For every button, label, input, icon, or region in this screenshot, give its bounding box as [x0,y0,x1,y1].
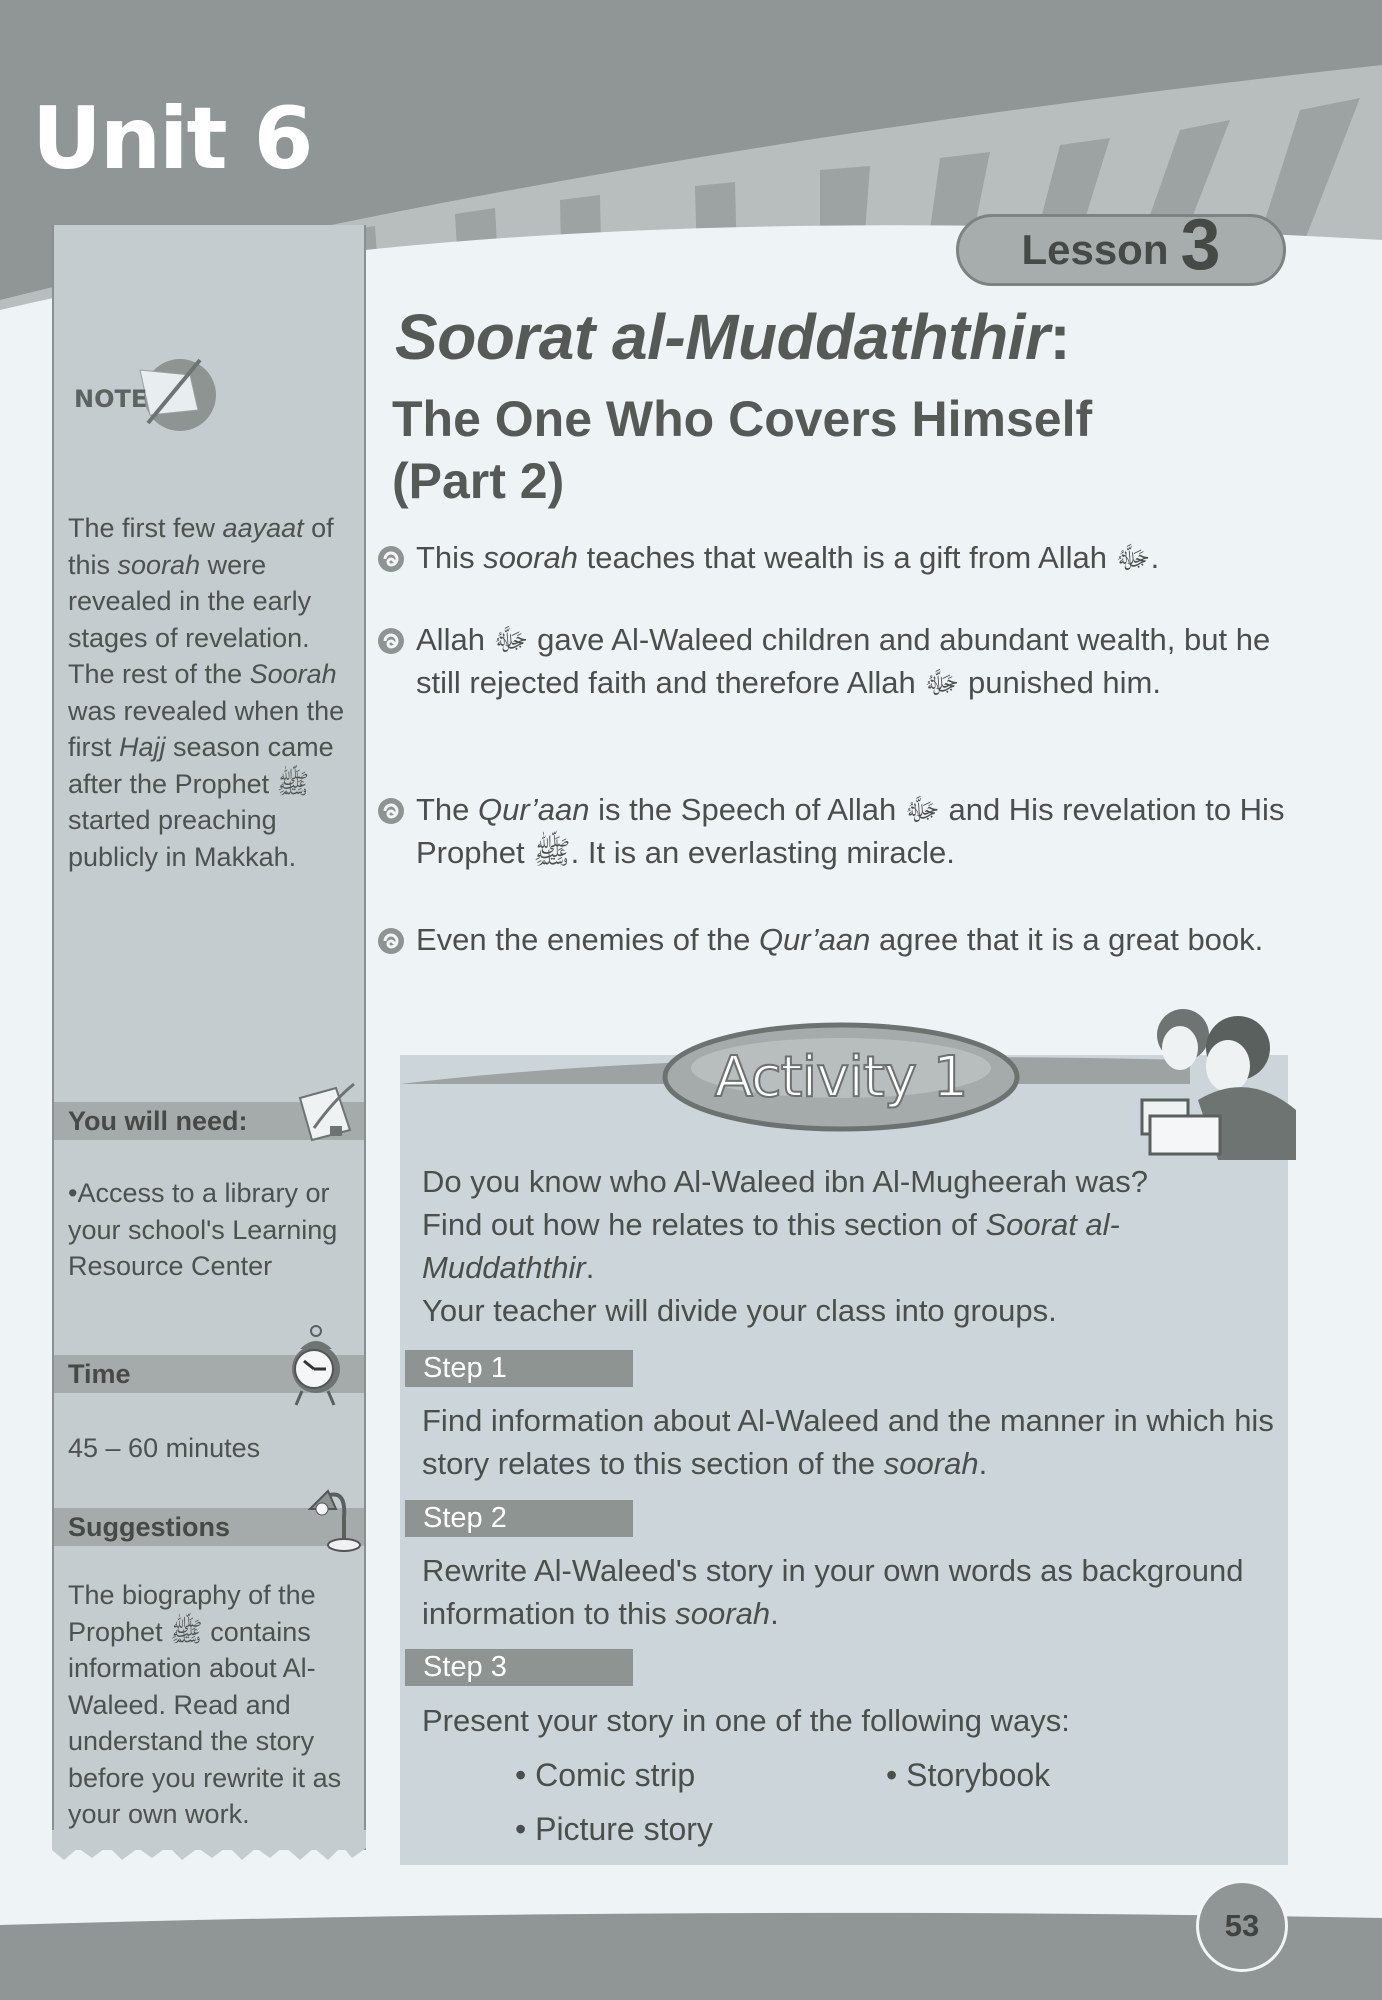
desk-lamp-icon [306,1487,362,1553]
swirl-bullet-icon [376,626,406,656]
note-text: The first few aayaat of this soorah were revealed in the early stages of revelation. The rest of the Soorah was revealed when the first Hajj season came after the Prophet ﷺ started preaching publicly in Makkah. [68,513,345,872]
lesson-label: Lesson [1021,226,1169,273]
step-1-label: Step 1 [405,1350,633,1387]
note-label: NOTE [74,385,148,413]
time-heading: Time [54,1355,364,1393]
you-will-need-text: •Access to a library or your school's Learning Resource Center [68,1178,338,1281]
swirl-bullet-icon [376,796,406,826]
lesson-title: Soorat al-Muddaththir: [395,301,1071,373]
quill-paper-icon [294,1080,360,1146]
lesson-subtitle: The One Who Covers Himself (Part 2) [392,391,1093,509]
note-icon [70,355,230,435]
bullet-point: This soorah teaches that wealth is a gift from Allah ﷻ. [376,536,1306,579]
lesson-number: 3 [1180,205,1221,285]
step-2-text: Rewrite Al-Waleed's story in your own words as background information to this soorah. [422,1553,1244,1631]
activity-intro: Do you know who Al-Waleed ibn Al-Mugheerah was? Find out how he relates to this section of Soorat al-Muddaththir. Your teacher will divide your class into groups. [422,1164,1149,1328]
page-number: 53 [1196,1880,1288,1972]
swirl-bullet-icon [376,926,406,956]
time-text: 45 – 60 minutes [68,1433,261,1463]
suggestions-heading: Suggestions [54,1508,364,1546]
children-reading-illustration [1128,1000,1296,1160]
activity-title: Activity 1 [714,1044,968,1110]
torn-edge [52,1830,366,1864]
lesson-badge [956,205,1286,286]
step-1-text: Find information about Al-Waleed and the manner in which his story relates to this section of the soorah. [422,1403,1274,1481]
unit-title: Unit 6 [32,89,312,189]
swirl-bullet-icon [376,544,406,574]
step-3-label: Step 3 [405,1649,633,1686]
bullet-point: The Qur’aan is the Speech of Allah ﷻ and His revelation to His Prophet ﷺ. It is an everlasting miracle. [376,788,1306,874]
bullet-point: Allah ﷻ gave Al-Waleed children and abundant wealth, but he still rejected faith and therefore Allah ﷻ punished him. [376,618,1306,704]
step-2-label: Step 2 [405,1500,633,1537]
bullet-point: Even the enemies of the Qur’aan agree that it is a great book. [376,918,1306,961]
option-comic-strip: • Comic strip [515,1757,696,1793]
option-picture-story: • Picture story [515,1811,713,1847]
option-storybook: • Storybook [886,1757,1051,1793]
sidebar-panel [52,225,366,1850]
suggestions-text: The biography of the Prophet ﷺ contains information about Al-Waleed. Read and understand the story before you rewrite it as your own work. [68,1580,342,1829]
you-will-need-heading: You will need: [54,1102,364,1140]
step-3-text: Present your story in one of the following ways: [422,1703,1070,1738]
alarm-clock-icon [286,1325,356,1415]
